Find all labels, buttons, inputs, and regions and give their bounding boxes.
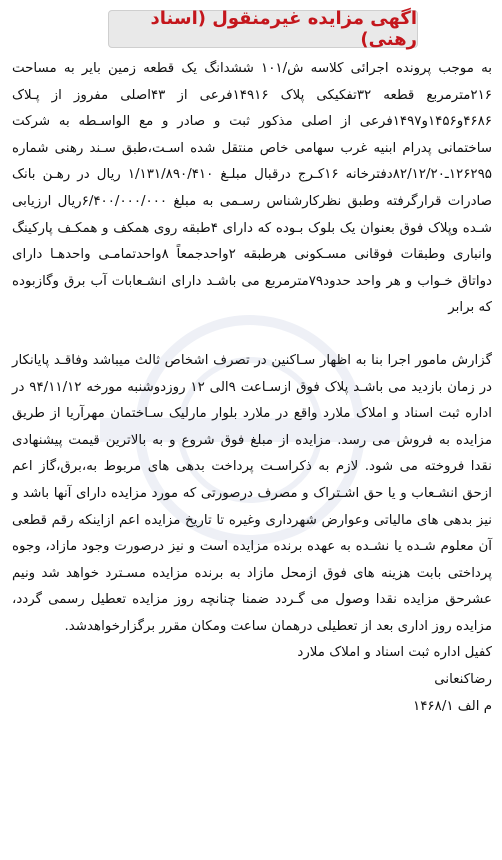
signature-name: رضاکنعانی xyxy=(434,672,492,688)
notice-body xyxy=(12,56,492,720)
title-banner xyxy=(108,10,418,48)
reference-number: م الف ۱۴۶۸/۱ xyxy=(413,698,492,714)
signature-title: کفیل اداره ثبت اسناد و املاک ملارد xyxy=(297,645,492,661)
paragraph-auction-terms: گزارش مامور اجرا بنا به اظهار سـاکنین در تصرف اشخاص ثالث میباشد وفاقـد پایانکار در زمان بازدید می باشـد پلاک فوق ازسـاعت ۹الی ۱۲ روزدوشنبه مورخه ۹۴/۱۱/۱۲ در اداره ثبت اسناد و املاک ملارد واقع در ملارد بلوار مارلیک سـاختمان مهرآریا از طریق مزایده به فروش می رسد. مزایده از مبلغ فوق شروع و به بالاترین قیمت پیشنهادی نقدا فروخته می شود. لازم به ذکراسـت پرداخت بدهی های مربوط به،برق،گاز اعم ازحق انشـعاب و یا حق اشـتراک و مصرف درصورتی که مورد مزایده دارای آنها باشد و نیز بدهی های مالیاتی وعوارض شهرداری وغیره تا تاریخ مزایده اعم ازاینکه رقم قطعی آن معلوم شـده یا نشـده به عهده برنده مزایده است و نیز درصورت وجود مازاد، وجوه پرداختی بابت هزینه های فوق ازمحل مازاد به برنده مزایده مسـترد خواهد شد ونیم عشرحق مزایده نقدا وصول می گـردد ضمنا چنانچه روز مزایده تعطیل رسمی گردد، مزایده روز اداری بعد از تعطیلی درهمان ساعت ومکان مقرر برگزارخواهدشد. xyxy=(12,352,492,634)
notice-title: اگهی مزایده غیرمنقول (اسناد رهنی) xyxy=(150,8,417,50)
paragraph-property-description: به موجب پرونده اجرائی کلاسه ش/۱۰۱ ششدانگ یک قطعه زمین بایر به مساحت ۲۱۶مترمربع قطعه ۳۲تفکیکی پلاک ۱۴۹۱۶فرعی از ۴۳اصلی مفروز از پـلاک ۴۶۸۶و۱۴۵۶و۱۴۹۷فرعی از اصلی مذکور ثبت و صادر و مع الواسـطه به شرکت ساختمانی پدرام ابنیه غرب سهامی خاص منتقل شده اسـت،طبق سـند رهنی شماره ۱۲۶۲۹۵ـ۸۲/۱۲/۲۰دفترخانه ۱۶کـرج درقبال مبلـغ ۱/۱۳۱/۸۹۰/۴۱۰ ریال در رهـن بانک صادرات قرارگرفته وطبق نظرکارشناس رسـمی به مبلغ ۶/۴۰۰/۰۰۰/۰۰۰ریال ارزیابی شـده وپلاک فوق بعنوان یک بلوک بـوده که دارای ۴طبقه روی همکف و همکـف پارکینگ وانباری وطبقات فوقانی مسـکونی هرطبقه ۲واحدجمعاً ۸واحدتمامـی واحدهـا دارای دواتاق خـواب و هر واحد حدود۷۹مترمربع می باشـد دارای انشـعابات آب برق وگازبوده که برابر xyxy=(12,61,493,316)
